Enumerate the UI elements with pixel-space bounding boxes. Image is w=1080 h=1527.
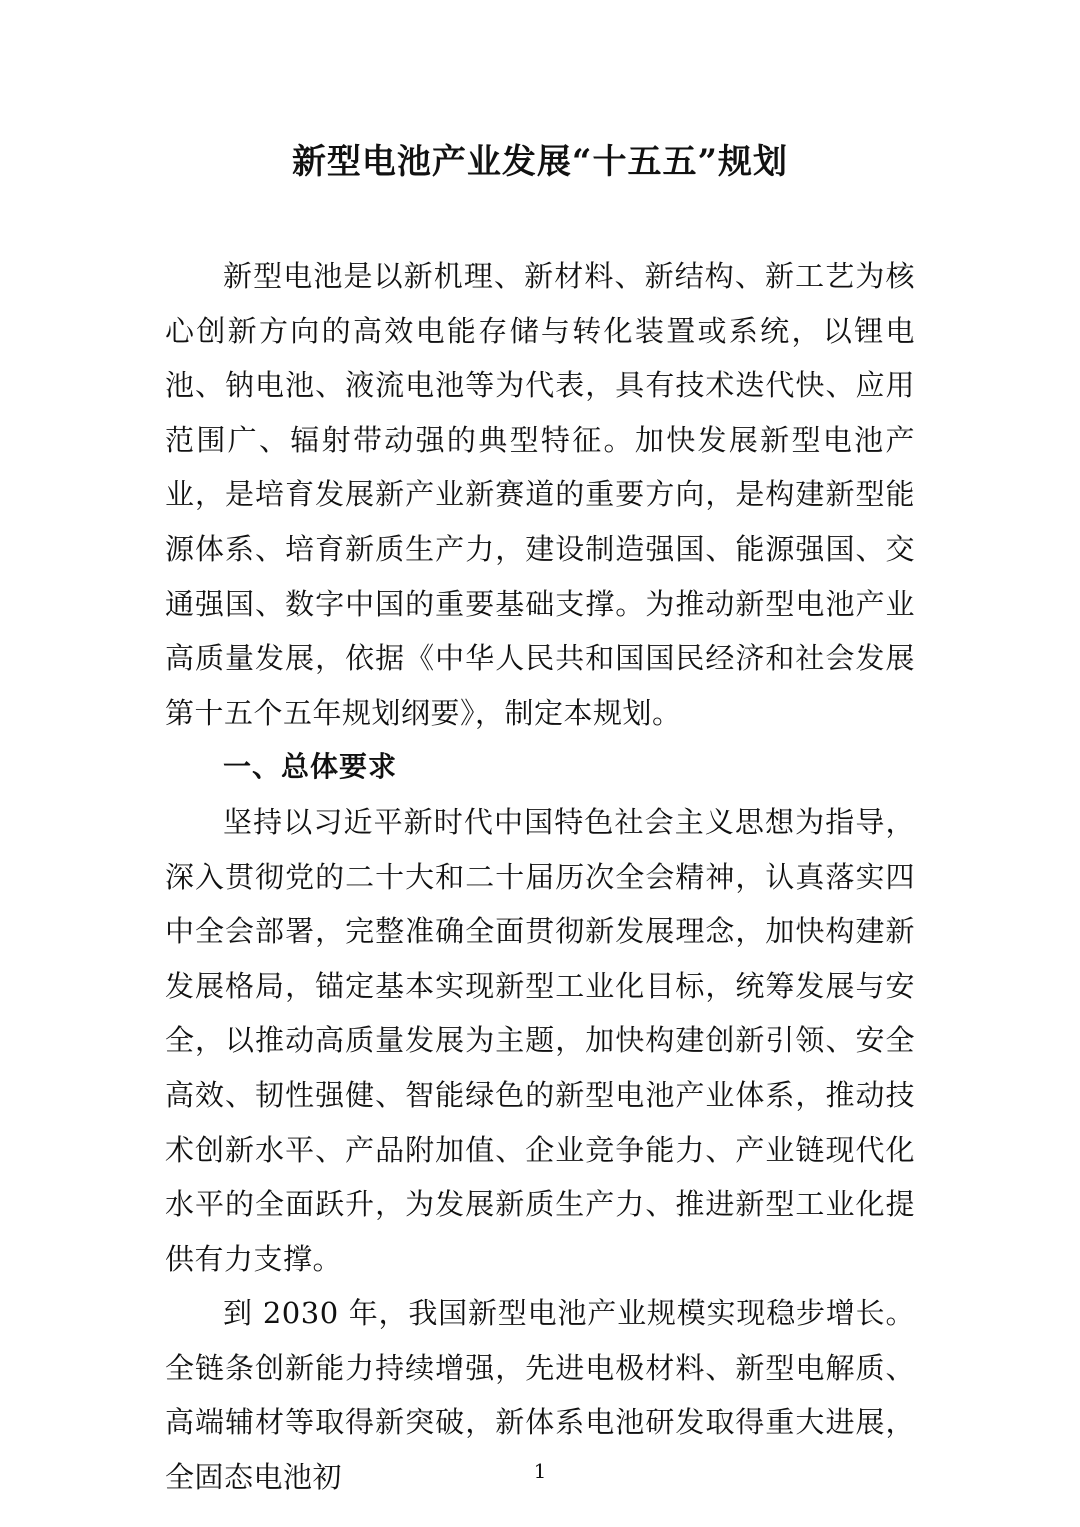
section-heading-general-requirements: 一、总体要求 xyxy=(223,750,398,784)
page-number: 1 xyxy=(533,1459,547,1483)
document-title: 新型电池产业发展“十五五”规划 xyxy=(291,142,789,182)
section-paragraph-2030-goals: 到 2030 年，我国新型电池产业规模实现稳步增长。全链条创新能力持续增强，先进电极材料、新型电解质、高端辅材等取得新突破，新体系电池研发取得重大进展，全固态电池初 xyxy=(165,1296,915,1495)
section-paragraph-guiding-principles: 坚持以习近平新时代中国特色社会主义思想为指导，深入贯彻党的二十大和二十届历次全会精神，认真落实四中全会部署，完整准确全面贯彻新发展理念，加快构建新发展格局，锚定基本实现新型工业化目标，统筹发展与安全，以推动高质量发展为主题，加快构建创新引领、安全高效、韧性强健、智能绿色的新型电池产业体系，推动技术创新水平、产品附加值、企业竞争能力、产业链现代化水平的全面跃升，为发展新质生产力、推进新型工业化提供有力支撑。 xyxy=(165,804,915,1276)
intro-paragraph: 新型电池是以新机理、新材料、新结构、新工艺为核心创新方向的高效电能存储与转化装置或系统，以锂电池、钠电池、液流电池等为代表，具有技术迭代快、应用范围广、辐射带动强的典型特征。加快发展新型电池产业，是培育发展新产业新赛道的重要方向，是构建新型能源体系、培育新质生产力，建设制造强国、能源强国、交通强国、数字中国的重要基础支撑。为推动新型电池产业高质量发展，依据《中华人民共和国国民经济和社会发展第十五个五年规划纲要》，制定本规划。 xyxy=(165,259,915,730)
document-body xyxy=(165,249,915,1505)
